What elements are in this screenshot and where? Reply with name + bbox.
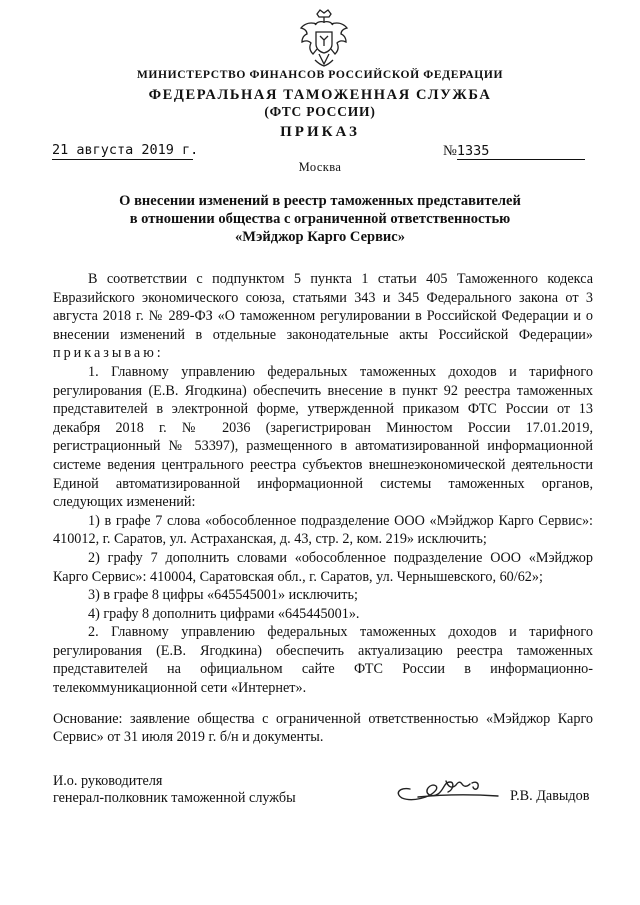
intro-text: В соответствии с подпунктом 5 пункта 1 статьи 405 Таможенного кодекса Евразийского экономического союза, статьями 343 и 345 Федерального закона от 3 августа 2018 г. № 289-ФЗ «О таможенном регулировании в Российской Федерации и о внесении изменений в отдельные законодательные акты Российской Федерации» xyxy=(53,271,593,343)
item-1-4: 4) графу 8 дополнить цифрами «645445001». xyxy=(88,605,360,622)
item-1: 1. Главному управлению федеральных таможенных доходов и тарифного регулирования (Е.В. Ягодкина) обеспечить внесение в пункт 92 реестра таможенных представителей в электронной форме, утвержденной приказом ФТС России от 13 декабря 2018 г. № 2036 (зарегистрирован Минюстом России 17.01.2019, регистрационный № 53397), размещенного в автоматизированной информационной системе ведения центрального реестра субъектов внешнеэкономической деятельности Единой автоматизированной информационной системы таможенных органов, следующих изменений: xyxy=(53,363,593,511)
basis-paragraph: Основание: заявление общества с ограниченной ответственностью «Мэйджор Карго Сервис» от 31 июля 2019 г. б/н и документы. xyxy=(53,710,593,746)
order-word: приказываю: xyxy=(53,345,164,362)
document-type: ПРИКАЗ xyxy=(280,124,360,140)
ministry-name: МИНИСТЕРСТВО ФИНАНСОВ РОССИЙСКОЙ ФЕДЕРАЦИИ xyxy=(136,68,504,81)
number-sign: № xyxy=(443,143,457,159)
handwritten-signature xyxy=(388,767,508,807)
intro-paragraph xyxy=(53,270,593,363)
item-1-3: 3) в графе 8 цифры «645545001» исключить; xyxy=(88,587,358,604)
service-name: ФЕДЕРАЛЬНАЯ ТАМОЖЕННАЯ СЛУЖБА xyxy=(148,87,492,103)
order-body xyxy=(53,270,593,747)
signer-position-2: генерал-полковник таможенной службы xyxy=(53,790,296,806)
order-date: 21 августа 2019 г. xyxy=(52,142,199,158)
item-1-1: 1) в графе 7 слова «обособленное подразделение ООО «Мэйджор Карго Сервис»: 410012, г. Саратов, ул. Астраханская, д. 43, стр. 2, ком. 219» исключить; xyxy=(53,512,593,548)
city: Москва xyxy=(298,160,342,174)
item-1-2: 2) графу 7 дополнить словами «обособленное подразделение ООО «Мэйджор Карго Сервис»: 410004, Саратовская обл., г. Саратов, ул. Чернышевского, 60/62»; xyxy=(53,549,593,585)
signer-name: Р.В. Давыдов xyxy=(510,788,590,804)
item-2: 2. Главному управлению федеральных таможенных доходов и тарифного регулирования (Е.В. Ягодкина) обеспечить актуализацию реестра таможенных представителей на официальном сайте ФТС России в информационно-телекоммуникационной сети «Интернет». xyxy=(53,624,593,697)
service-abbreviation: (ФТС РОССИИ) xyxy=(264,104,376,119)
order-number-field xyxy=(443,142,589,159)
title-line-1: О внесении изменений в реестр таможенных представителей xyxy=(119,193,521,209)
order-number: 1335 xyxy=(457,143,585,160)
signer-position-1: И.о. руководителя xyxy=(53,773,163,789)
title-line-3: «Мэйджор Карго Сервис» xyxy=(235,229,405,245)
title-line-2: в отношении общества с ограниченной ответственностью xyxy=(129,211,511,227)
russian-coat-of-arms-icon xyxy=(297,8,351,68)
